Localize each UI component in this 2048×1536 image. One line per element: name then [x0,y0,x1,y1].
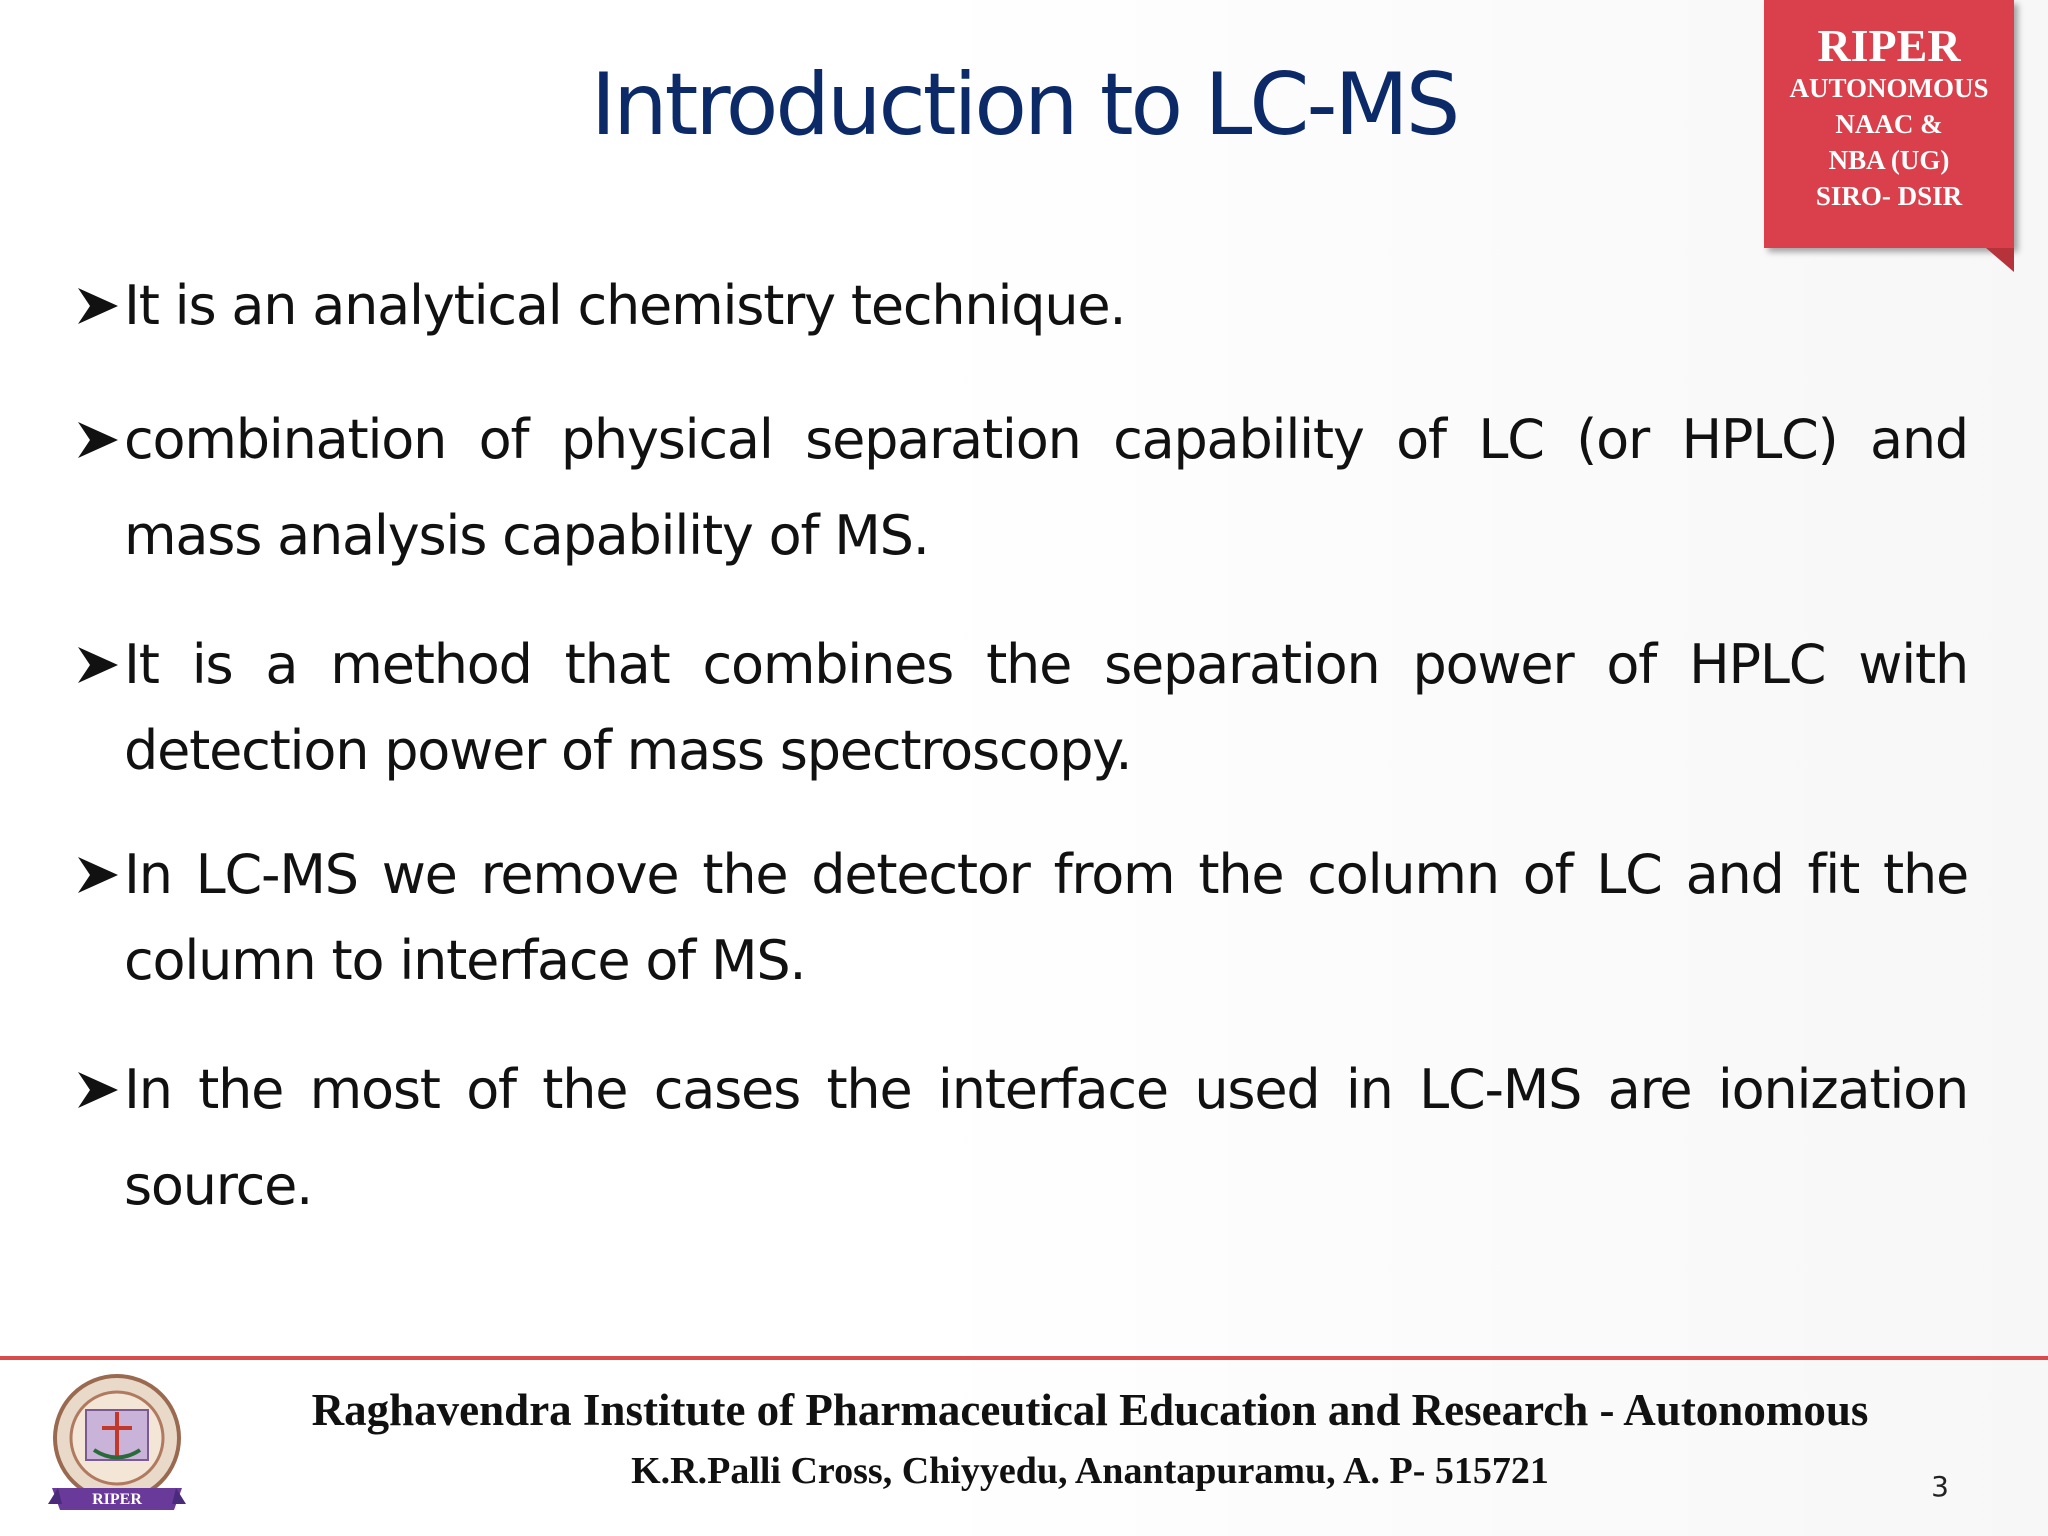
badge-line: NBA (UG) [1828,145,1950,176]
badge-line: NAAC & [1835,109,1943,140]
bullet-item [74,832,1968,1004]
bullet-item [74,392,1968,584]
badge-title: RIPER [1817,20,1961,71]
bullet-item [74,1042,1968,1234]
arrow-bullet-icon [74,1042,122,1138]
bullet-list [74,258,1968,1272]
arrow-bullet-icon [74,622,122,708]
slide-title: Introduction to LC-MS [590,55,1458,155]
bullet-item [74,258,1968,354]
badge-line: SIRO- DSIR [1815,181,1963,212]
footer-rule [0,1356,2048,1360]
institute-name: Raghavendra Institute of Pharmaceutical Education and Research - Autonomous [311,1385,1869,1435]
svg-text:RIPER: RIPER [92,1491,142,1508]
arrow-bullet-icon [74,392,122,488]
arrow-bullet-icon [74,832,122,918]
bullet-text: It is a method that combines the separation power of HPLC with detection power of mass spectroscopy. [124,633,1968,782]
page-number: 3 [1931,1470,1949,1503]
bullet-item [74,622,1968,794]
bullet-text: In LC-MS we remove the detector from the column of LC and fit the column to interface of MS. [124,843,1968,992]
arrow-bullet-icon [74,258,122,354]
college-emblem-icon [44,1370,190,1522]
institute-address: K.R.Palli Cross, Chiyyedu, Anantapuramu, A. P- 515721 [631,1450,1549,1492]
badge-line: AUTONOMOUS [1789,73,1989,104]
bullet-text: In the most of the cases the interface used in LC-MS are ionization source. [124,1058,1968,1217]
riper-badge [1764,0,2014,248]
bullet-text: combination of physical separation capability of LC (or HPLC) and mass analysis capability of MS. [124,408,1968,567]
bullet-text: It is an analytical chemistry technique. [124,274,1126,337]
